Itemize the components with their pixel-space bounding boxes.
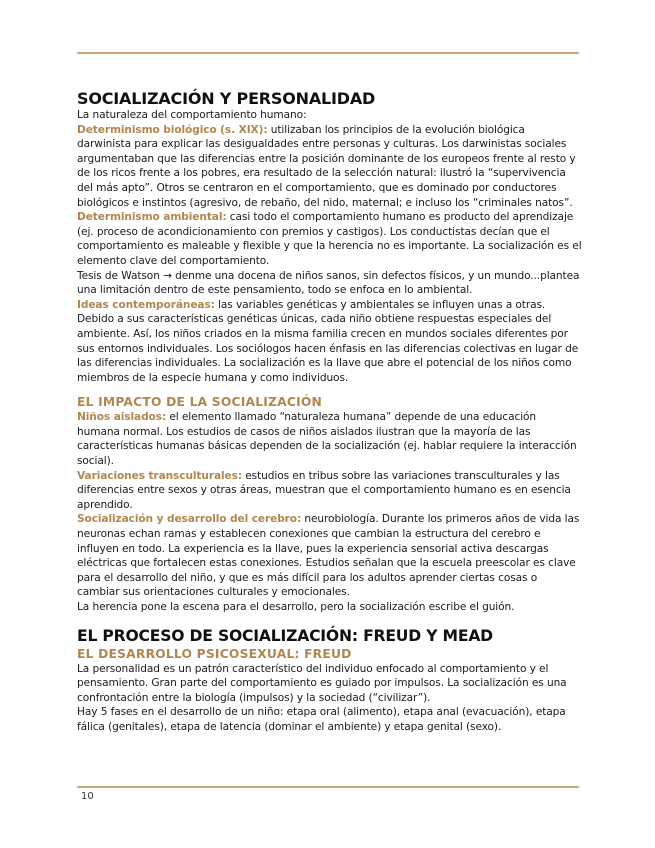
section-title-socializacion-personalidad: SOCIALIZACIÓN Y PERSONALIDAD [77, 89, 376, 108]
keyword-determinismo-ambiental: Determinismo ambiental: [77, 211, 227, 224]
paragraph-text: casi todo el comportamiento humano es producto del aprendizaje (ej. proceso de acondicionamiento con premios y castigos). Los conductistas decían que el comportamiento es maleable y flexible y que la herencia no es importante. La socialización es el elemento clave del comportamiento. [77, 211, 582, 267]
keyword-ninos-aislados: Niños aislados: [77, 411, 167, 424]
paragraph-tesis-watson: Tesis de Watson → denme una docena de niños sanos, sin defectos físicos, y un mundo...plantea una limitación dentro de este pensamiento, todo se enfoca en lo ambiental. [77, 269, 580, 297]
paragraph-herencia: La herencia pone la escena para el desarrollo, pero la socialización escribe el guión. [77, 601, 515, 613]
keyword-determinismo-biologico: Determinismo biológico (s. XIX): [77, 123, 268, 136]
paragraph-desarrollo-cerebro [77, 512, 582, 600]
subsection-title-impacto-socializacion: EL IMPACTO DE LA SOCIALIZACIÓN [77, 395, 323, 410]
paragraph-text: el elemento llamado “naturaleza humana” depende de una educación humana normal. Los estudios de casos de niños aislados ilustran que la mayoría de las características humanas básicas dependen de la socialización (ej. hablar requiere la interacción social). [77, 411, 577, 468]
paragraph-text: estudios en tribus sobre las variaciones transculturales y las diferencias entre sexos y otras áreas, muestran que el comportamiento humano es en esencia aprendido. [77, 469, 571, 511]
paragraph-fases-desarrollo: Hay 5 fases en el desarrollo de un niño: etapa oral (alimento), etapa anal (evacuación), etapa fálica (genitales), etapa de latencia (dominar el ambiente) y etapa genital (sexo). [77, 706, 566, 733]
keyword-desarrollo-cerebro: Socialización y desarrollo del cerebro: [77, 513, 302, 526]
paragraph-personalidad: La personalidad es un patrón característico del individuo enfocado al comportamiento y el pensamiento. Gran parte del comportamiento es guiado por impulsos. La socialización es una confrontación entre la biología (impulsos) y la sociedad (“civilizar”). [77, 662, 567, 704]
bottom-divider [77, 786, 579, 788]
paragraph-determinismo-biologico [77, 123, 582, 211]
paragraph-ideas-contemporaneas [77, 298, 582, 386]
paragraph-text: utilizaban los principios de la evolución biológica darwinista para explicar las desigualdades entre personas y culturas. Los darwinistas sociales argumentaban que las diferencias entre la posición dominante de los europeos frente al resto y de los ricos frente a los pobres, era resultado de la selección natural: ilustró la “supervivencia del más apto”. Otros se centraron en el comportamiento, que es dominado por conductores biológicos e instintos (agresivo, de rebaño, del nido, maternal; e incluso los “criminales natos”. [77, 123, 576, 209]
top-divider [77, 52, 579, 54]
subsection-title-desarrollo-psicosexual: EL DESARROLLO PSICOSEXUAL: FREUD [77, 646, 352, 661]
keyword-ideas-contemporaneas: Ideas contemporáneas: [77, 298, 215, 311]
page-content [77, 89, 582, 735]
page-number: 10 [81, 791, 94, 802]
intro-paragraph: La naturaleza del comportamiento humano: [77, 109, 307, 121]
paragraph-ninos-aislados [77, 410, 582, 468]
paragraph-text: neurobiología. Durante los primeros años de vida las neuronas echan ramas y establecen conexiones que cambian la estructura del cerebro e influyen en todo. La experiencia es la llave, pues la experiencia sensorial activa descargas eléctricas que fortalecen estas conexiones. Estudios señalan que la escuela preescolar es clave para el desarrollo del niño, y que es más difícil para los adultos aprender ciertas cosas o cambiar sus orientaciones culturales y emocionales. [77, 513, 580, 599]
section-title-proceso-socializacion: EL PROCESO DE SOCIALIZACIÓN: FREUD Y MEAD [77, 626, 493, 645]
paragraph-determinismo-ambiental [77, 210, 582, 268]
paragraph-text: las variables genéticas y ambientales se influyen unas a otras. Debido a sus características genéticas únicas, cada niño obtiene respuestas especiales del ambiente. Así, los niños criados en la misma familia crecen en mundos sociales diferentes por sus entornos individuales. Los sociólogos hacen énfasis en las diferencias colectivas en lugar de las diferencias individuales. La socialización es la llave que abre el potencial de los niños como miembros de la especie humana y como individuos. [77, 298, 579, 384]
paragraph-variaciones-transculturales [77, 469, 582, 513]
keyword-variaciones-transculturales: Variaciones transculturales: [77, 469, 242, 482]
